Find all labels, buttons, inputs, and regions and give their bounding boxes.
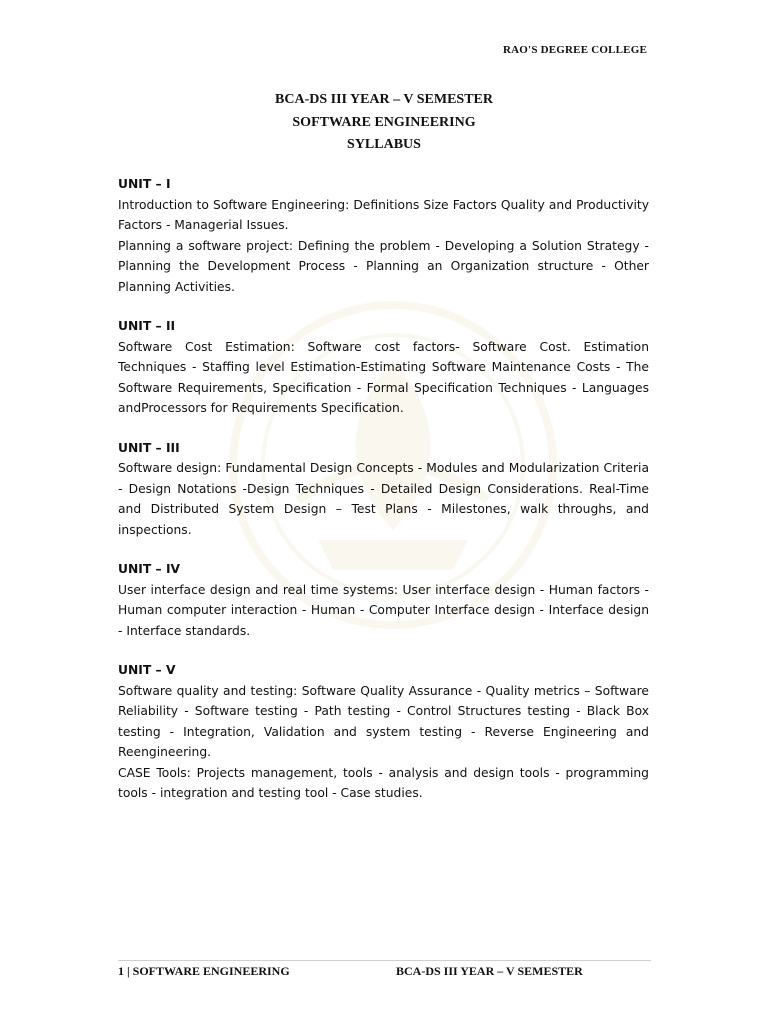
syllabus-title: SYLLABUS: [347, 137, 421, 152]
unit-5-paragraph-1: Software quality and testing: Software Quality Assurance - Quality metrics – Software Reliability - Software testing - Path testing - Control Structures testing - Black Box testing - Integration, Validation and system testing - Reverse Engineering and Reengineering.: [118, 683, 649, 759]
unit-2-paragraph-1: Software Cost Estimation: Software cost factors- Software Cost. Estimation Techniques - Staffing level Estimation-Estimating Software Maintenance Costs - The Software Requirements, Specification - Formal Specification Techniques - Languages andProcessors for Requirements Specification.: [118, 339, 649, 415]
footer-page-label: 1 | SOFTWARE ENGINEERING: [118, 964, 290, 978]
footer-divider: [118, 960, 651, 961]
document-titles: [0, 89, 768, 157]
footer-course-label: BCA-DS III YEAR – V SEMESTER: [396, 964, 583, 978]
unit-1-paragraph-1: Introduction to Software Engineering: Definitions Size Factors Quality and Productivity Factors - Managerial Issues.: [118, 197, 649, 232]
unit-4-heading: UNIT – IV: [118, 562, 181, 576]
subject-title: SOFTWARE ENGINEERING: [292, 114, 476, 130]
unit-3-paragraph-1: Software design: Fundamental Design Concepts - Modules and Modularization Criteria - Design Notations -Design Techniques - Detailed Design Considerations. Real-Time and Distributed System Design – Test Plans - Milestones, walk throughs, and inspections.: [118, 461, 649, 537]
unit-1-heading: UNIT – I: [118, 177, 171, 191]
course-title: BCA-DS III YEAR – V SEMESTER: [275, 92, 493, 107]
unit-3-heading: UNIT – III: [118, 440, 180, 455]
unit-4-paragraph-1: User interface design and real time systems: User interface design - Human factors - Human computer interaction - Human - Computer Interface design - Interface design - Interface standards.: [118, 582, 649, 638]
unit-2-heading: UNIT – II: [118, 319, 176, 333]
unit-1-paragraph-2: Planning a software project: Defining the problem - Developing a Solution Strategy - Planning the Development Process - Planning an Organization structure - Other Planning Activities.: [118, 238, 649, 294]
unit-5-paragraph-2: CASE Tools: Projects management, tools - analysis and design tools - programming tools - integration and testing tool - Case studies.: [118, 765, 649, 800]
college-name-header: RAO'S DEGREE COLLEGE: [503, 44, 647, 56]
unit-5-heading: UNIT – V: [118, 663, 176, 677]
syllabus-content: [118, 174, 649, 804]
